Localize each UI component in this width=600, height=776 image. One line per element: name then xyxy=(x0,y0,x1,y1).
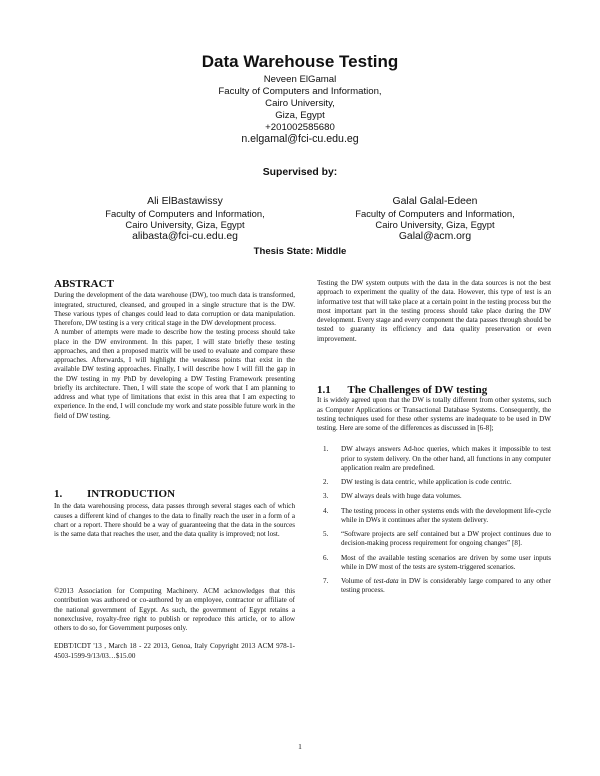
introduction-paragraph: In the data warehousing process, data passes through several stages each of which causes a different kind of changes to the data to finally reach the user in a form of a chart or a report. There should be a way of guaranteeing that the data in the sources is the same data that reaches the user, and the data quality is improved; not lost. xyxy=(54,502,295,538)
list-number: 6. xyxy=(323,553,329,562)
section-number: 1.1 xyxy=(317,384,331,396)
author-affiliation-line: Giza, Egypt xyxy=(275,110,325,121)
list-number: 1. xyxy=(323,445,329,454)
author-affiliation-line: Faculty of Computers and Information, xyxy=(218,86,382,97)
advisor-affiliation-line: Cairo University, Giza, Egypt xyxy=(125,219,245,231)
list-text: in DW is considerably large compared to any other testing process. xyxy=(341,577,551,595)
list-text: Volume of xyxy=(341,577,372,585)
subsection-heading xyxy=(317,386,551,395)
advisor-left xyxy=(70,196,300,242)
list-item xyxy=(323,530,551,549)
list-item xyxy=(323,478,551,487)
differences-list xyxy=(317,445,551,595)
body-paragraph: It is widely agreed upon that the DW is totally different from other systems, such as Computer Applications or Transactional Database Systems. Consequently, the testing techniques used for these other systems are inadequate to be used in DW testing. Here are some of the differences as discussed in [6-8]; xyxy=(317,396,551,432)
list-number: 2. xyxy=(323,478,329,486)
challenges-section xyxy=(317,386,551,601)
page-number: 1 xyxy=(298,742,302,751)
list-item xyxy=(323,507,551,526)
introduction-heading xyxy=(54,490,295,499)
list-number: 7. xyxy=(323,577,329,585)
copyright-notice: ©2013 Association for Computing Machinery. ACM acknowledges that this contribution was authored or co-authored by an employee, contractor or affiliate of the national government of Egypt. As such, the government of Egypt retains a nonexclusive, royalty-free right to publish or reproduce this article, or to allow others to do so, for Government purposes only. xyxy=(54,587,295,632)
advisor-name: Galal Galal-Edeen xyxy=(392,196,478,207)
list-text: DW always deals with huge data volumes. xyxy=(341,492,462,501)
list-item xyxy=(323,492,551,501)
thesis-state: Thesis State: Middle xyxy=(253,246,347,257)
copyright-block xyxy=(54,587,295,661)
advisor-email: alibasta@fci-cu.edu.eg xyxy=(132,230,238,242)
list-text: The testing process in other systems ends with the development life-cycle while in DWs it continues after the system delivery. xyxy=(341,506,551,524)
right-column-intro xyxy=(317,279,551,344)
list-item xyxy=(323,554,551,573)
supervised-label: Supervised by: xyxy=(262,167,338,178)
advisor-right xyxy=(320,196,550,242)
body-paragraph: Testing the DW system outputs with the data in the data sources is not the best approach to experiment the quality of the data. However, this type of test is an informative test that will take place at a certain point in the testing process but the most important part in the testing process should take place during the DW development. Every stage and every component the data passes through should be tested to guaranty its efficiency and data quality preservation or even improvement. xyxy=(317,279,551,343)
advisor-email: Galal@acm.org xyxy=(398,230,472,242)
abstract-heading: ABSTRACT xyxy=(54,278,114,290)
advisor-affiliation-line: Faculty of Computers and Information, xyxy=(105,207,265,219)
paper-title: Data Warehouse Testing xyxy=(201,52,399,71)
list-text: DW testing is data centric, while application is code centric. xyxy=(341,478,512,486)
abstract-paragraph: A number of attempts were made to describe how the testing process should take place in the DW environment. In this paper, I will state briefly these testing approaches, and then a proposed matrix will be used to evaluate and compare these approaches. Afterwards, I will highlight the weakness points that exist in the available DW testing approaches. Finally, I will describe how I will fill the gap in the DW testing in my PhD by developing a DW Testing Framework presenting briefly its architecture. Then, I will state the scope of work that I am planning to address and what type of limitations that exist in this area that I am expecting to experience. In the end, I will conclude my work and state possible future work in the field of DW testing. xyxy=(54,328,295,420)
list-text: Most of the available testing scenarios are driven by some user inputs while in DW most of the tests are system-triggered scenarios. xyxy=(341,553,551,571)
advisor-affiliation-line: Cairo University, Giza, Egypt xyxy=(375,219,495,231)
list-number: 4. xyxy=(323,506,329,515)
list-text: “Software projects are self contained but a DW project continues due to decision-making process requirement for ongoing changes” [8]. xyxy=(341,530,551,548)
emphasis-text: test-data xyxy=(373,577,399,585)
introduction-section xyxy=(54,490,295,539)
author-email: n.elgamal@fci-cu.edu.eg xyxy=(241,133,359,145)
conference-info: EDBT/ICDT '13 , March 18 - 22 2013, Genoa, Italy Copyright 2013 ACM 978-1-4503-1599-9/13/03…$15.00 xyxy=(54,642,295,660)
section-title: The Challenges of DW testing xyxy=(347,384,488,396)
author-affiliation-line: Cairo University, xyxy=(265,98,335,109)
left-column xyxy=(54,280,295,421)
author-phone: +201002585680 xyxy=(265,122,335,133)
list-text: DW always answers Ad-hoc queries, which makes it impossible to test prior to system delivery. On the other hand, all functions in any computer application realm are predefined. xyxy=(341,445,551,472)
list-item xyxy=(323,445,551,473)
section-number: 1. xyxy=(54,488,63,500)
list-number: 3. xyxy=(323,492,329,501)
advisor-affiliation-line: Faculty of Computers and Information, xyxy=(355,207,515,219)
abstract-paragraph: During the development of the data warehouse (DW), too much data is transformed, integrated, structured, cleansed, and grouped in a single structure that is the DW. These various types of changes could lead to data corruption or data manipulation. Therefore, DW testing is a very critical stage in the DW development process. xyxy=(54,291,295,327)
list-number: 5. xyxy=(323,530,329,538)
author-name: Neveen ElGamal xyxy=(263,74,337,85)
list-item xyxy=(323,577,551,596)
advisor-name: Ali ElBastawissy xyxy=(147,196,223,207)
section-title: INTRODUCTION xyxy=(87,488,176,500)
